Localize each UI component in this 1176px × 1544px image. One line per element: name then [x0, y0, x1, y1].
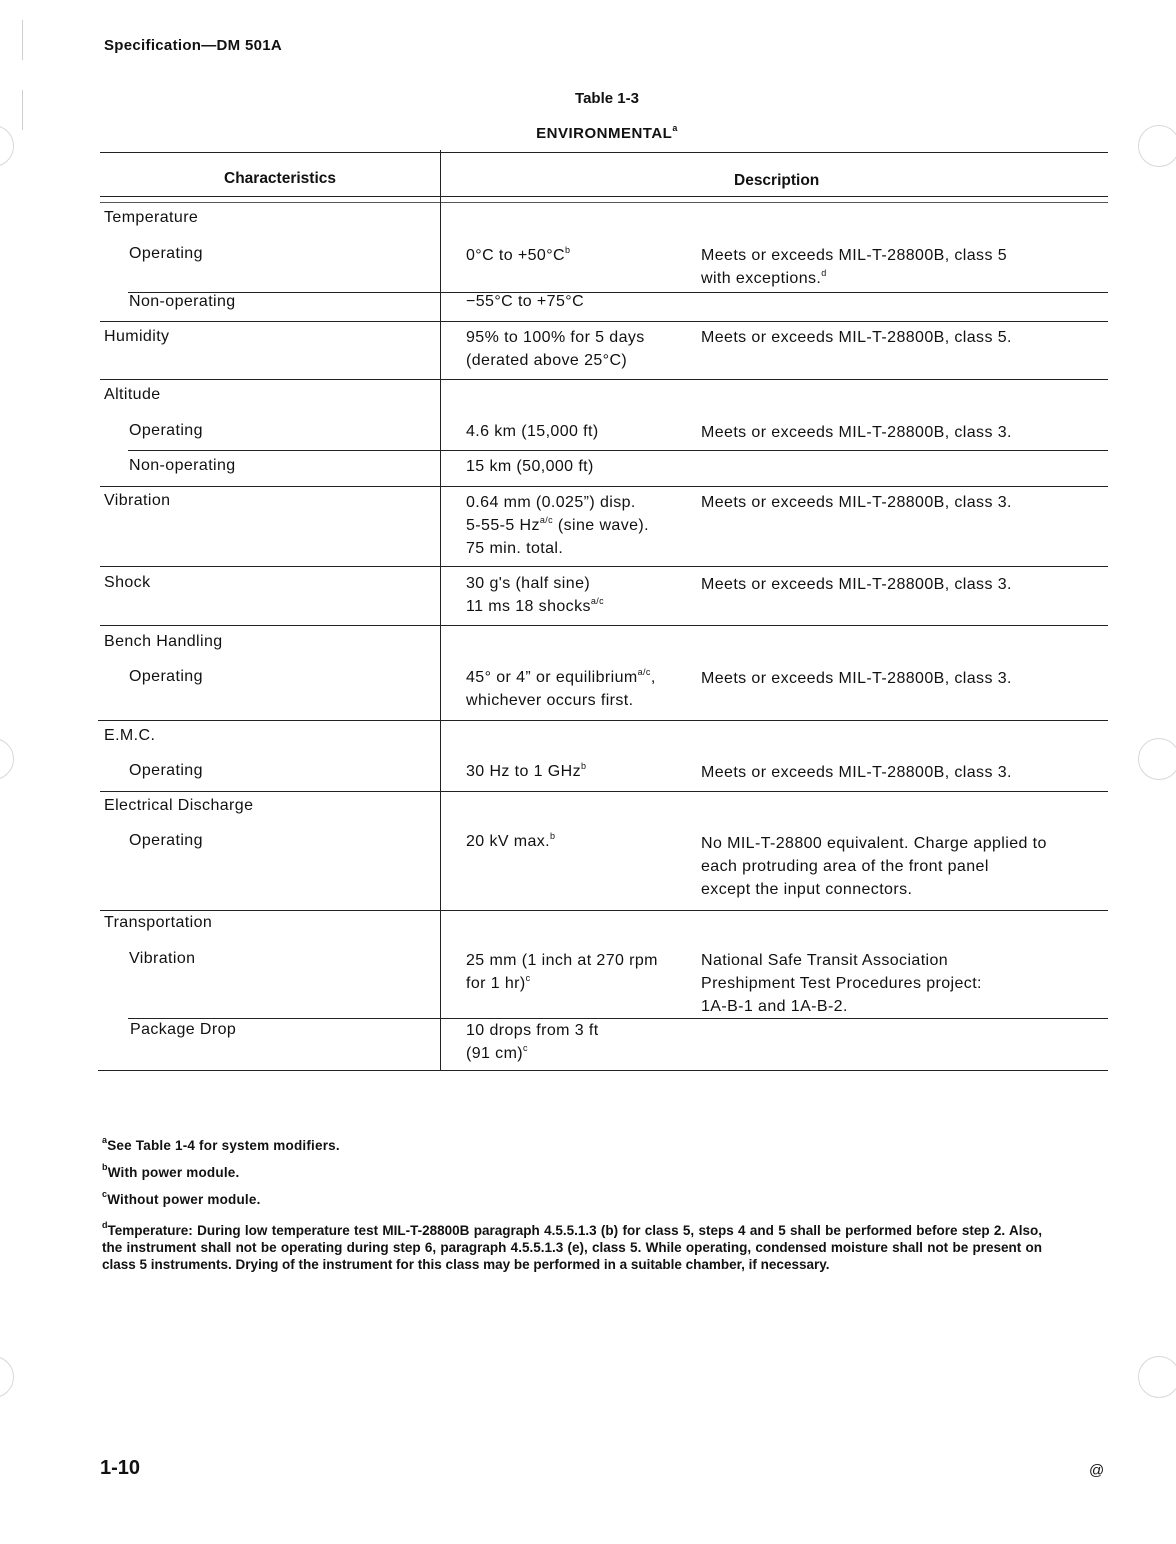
footnote-mark: c: [102, 1189, 108, 1199]
row-shock-description: Meets or exceeds MIL-T-28800B, class 3.: [701, 576, 1012, 593]
row-rule: [100, 566, 1108, 567]
value-text: (91 cm): [466, 1045, 524, 1062]
row-temperature-nonoperating-label: Non-operating: [129, 293, 236, 310]
table-bottom-rule: [98, 1070, 1108, 1071]
footer-symbol: @: [1089, 1462, 1105, 1479]
description-line: each protruding area of the front panel: [701, 858, 989, 875]
description-line: National Safe Transit Association: [701, 952, 949, 969]
footnote-mark: c: [525, 973, 531, 983]
description-line: 1A-B-1 and 1A-B-2.: [701, 998, 848, 1015]
row-emc-operating-label: Operating: [129, 762, 203, 779]
footnote-text: Temperature: During low temperature test MIL-T-28800B paragraph 4.5.5.1.3 (b) for class 5, steps 4 and 5 shall be performed before step 2. Also, the instrument shall not be operating during step 6, paragraph 4.5.5.1.3 (e), class 5. While operating, condensed moisture shall not be present on class 5 instruments. Drying of the instrument for this class may be performed in a suitable chamber, if necessary.: [102, 1223, 1042, 1272]
footnote-b: [102, 1162, 240, 1180]
footnote-d: [102, 1222, 1042, 1273]
row-shock-value: [466, 572, 604, 618]
value-line: 30 g's (half sine): [466, 575, 591, 592]
punch-hole: [0, 738, 14, 780]
value-text: 20 kV max.: [466, 833, 551, 850]
row-package-drop-label: Package Drop: [130, 1021, 237, 1038]
value-line: 0.64 mm (0.025”) disp.: [466, 494, 636, 511]
value-text: 45° or 4” or equilibrium: [466, 669, 638, 686]
description-line: Preshipment Test Procedures project:: [701, 975, 982, 992]
row-humidity-label: Humidity: [104, 328, 170, 345]
footnote-mark: d: [821, 268, 827, 278]
value-line: [466, 666, 656, 689]
scan-edge-line: [22, 20, 23, 60]
row-rule: [98, 720, 1108, 721]
punch-hole: [1138, 738, 1176, 780]
header-characteristics: Characteristics: [224, 170, 337, 187]
row-temperature-operating-label: Operating: [129, 245, 203, 262]
row-altitude-label: Altitude: [104, 386, 161, 403]
description-line: [701, 267, 1007, 290]
footnote-mark: c: [523, 1043, 528, 1053]
row-bench-handling-operating-label: Operating: [129, 668, 203, 685]
row-rule: [100, 379, 1108, 380]
row-electrical-discharge-operating-description: [701, 832, 1047, 901]
footnote-mark: a/c: [637, 667, 651, 677]
value-text: (sine wave).: [553, 517, 649, 534]
punch-hole: [1138, 1356, 1176, 1398]
row-temperature-operating-value: [466, 244, 570, 267]
row-vibration-value: [466, 491, 649, 560]
value-line: [466, 595, 604, 618]
value-line: [466, 1042, 599, 1065]
row-altitude-nonoperating-value: 15 km (50,000 ft): [466, 458, 594, 475]
row-humidity-value: [466, 326, 645, 372]
value-line: [466, 514, 649, 537]
header-rule-double: [100, 202, 1108, 203]
value-line: [466, 972, 658, 995]
row-transportation-vibration-label: Vibration: [129, 950, 196, 967]
punch-hole: [0, 1356, 14, 1398]
footnote-mark: a/c: [590, 596, 605, 606]
row-altitude-operating-value: 4.6 km (15,000 ft): [466, 423, 599, 440]
row-humidity-description: Meets or exceeds MIL-T-28800B, class 5.: [701, 329, 1012, 346]
footnote-text: With power module.: [107, 1165, 240, 1180]
row-package-drop-value: [466, 1019, 599, 1065]
row-rule: [100, 625, 1108, 626]
row-emc-label: E.M.C.: [104, 727, 156, 744]
value-text: 5-55-5 Hz: [466, 517, 540, 534]
row-altitude-nonoperating-label: Non-operating: [129, 457, 236, 474]
row-electrical-discharge-label: Electrical Discharge: [104, 797, 254, 814]
value-text: 0°C to +50°C: [466, 247, 565, 264]
footnote-a: [102, 1135, 340, 1153]
row-bench-handling-operating-value: [466, 666, 656, 712]
table-number: Table 1-3: [575, 90, 639, 107]
row-transportation-label: Transportation: [104, 914, 213, 931]
description-line: No MIL-T-28800 equivalent. Charge applied to: [701, 835, 1047, 852]
row-rule: [128, 1018, 1108, 1019]
table-title-footnote-mark: a: [672, 123, 678, 133]
footnote-mark: b: [102, 1162, 108, 1172]
description-line: Meets or exceeds MIL-T-28800B, class 5: [701, 247, 1007, 264]
value-line: 75 min. total.: [466, 540, 564, 557]
table-title: [0, 125, 1176, 142]
footnote-text: See Table 1-4 for system modifiers.: [107, 1138, 340, 1153]
value-text: ,: [650, 669, 656, 686]
row-shock-label: Shock: [104, 574, 151, 591]
row-rule: [128, 292, 1108, 293]
footnote-text: Without power module.: [107, 1192, 261, 1207]
row-vibration-label: Vibration: [104, 492, 171, 509]
description-line: except the input connectors.: [701, 881, 913, 898]
footnote-mark: a/c: [539, 515, 554, 525]
footnote-mark: a: [102, 1135, 108, 1145]
row-rule: [100, 486, 1108, 487]
row-altitude-operating-label: Operating: [129, 422, 203, 439]
row-rule: [100, 791, 1108, 792]
footnote-mark: d: [102, 1220, 108, 1230]
row-electrical-discharge-operating-label: Operating: [129, 832, 203, 849]
footnote-mark: b: [550, 831, 556, 841]
row-emc-operating-value: [466, 760, 586, 783]
row-rule: [100, 910, 1108, 911]
value-text: 30 Hz to 1 GHz: [466, 763, 581, 780]
value-text: 11 ms 18 shocks: [466, 598, 591, 615]
punch-hole: [1138, 125, 1176, 167]
value-line: 25 mm (1 inch at 270 rpm: [466, 952, 658, 969]
page-number: 1-10: [100, 1457, 141, 1479]
value-text: for 1 hr): [466, 975, 526, 992]
row-transportation-vibration-value: [466, 949, 658, 995]
row-emc-operating-description: Meets or exceeds MIL-T-28800B, class 3.: [701, 764, 1012, 781]
row-bench-handling-label: Bench Handling: [104, 633, 223, 650]
value-line: 10 drops from 3 ft: [466, 1022, 599, 1039]
row-temperature-label: Temperature: [104, 209, 199, 226]
row-bench-handling-operating-description: Meets or exceeds MIL-T-28800B, class 3.: [701, 670, 1012, 687]
running-header: Specification—DM 501A: [104, 37, 283, 54]
row-temperature-nonoperating-value: −55°C to +75°C: [466, 293, 585, 310]
column-divider: [440, 150, 441, 1071]
footnote-mark: b: [580, 761, 587, 771]
header-rule: [100, 196, 1108, 197]
description-text: with exceptions.: [701, 270, 822, 287]
footnote-c: [102, 1189, 261, 1207]
footnote-mark: b: [564, 245, 571, 255]
scan-edge-line: [22, 90, 23, 130]
value-line: whichever occurs first.: [466, 692, 634, 709]
row-transportation-vibration-description: [701, 949, 982, 1018]
row-rule: [128, 450, 1108, 451]
row-electrical-discharge-operating-value: [466, 830, 555, 853]
row-vibration-description: Meets or exceeds MIL-T-28800B, class 3.: [701, 494, 1012, 511]
row-altitude-operating-description: Meets or exceeds MIL-T-28800B, class 3.: [701, 424, 1012, 441]
row-temperature-operating-description: [701, 244, 1007, 290]
value-line: 95% to 100% for 5 days: [466, 329, 645, 346]
value-line: (derated above 25°C): [466, 352, 628, 369]
row-rule: [100, 321, 1108, 322]
table-top-rule: [100, 152, 1108, 153]
header-description: Description: [734, 172, 820, 189]
table-title-text: ENVIRONMENTAL: [536, 125, 673, 142]
